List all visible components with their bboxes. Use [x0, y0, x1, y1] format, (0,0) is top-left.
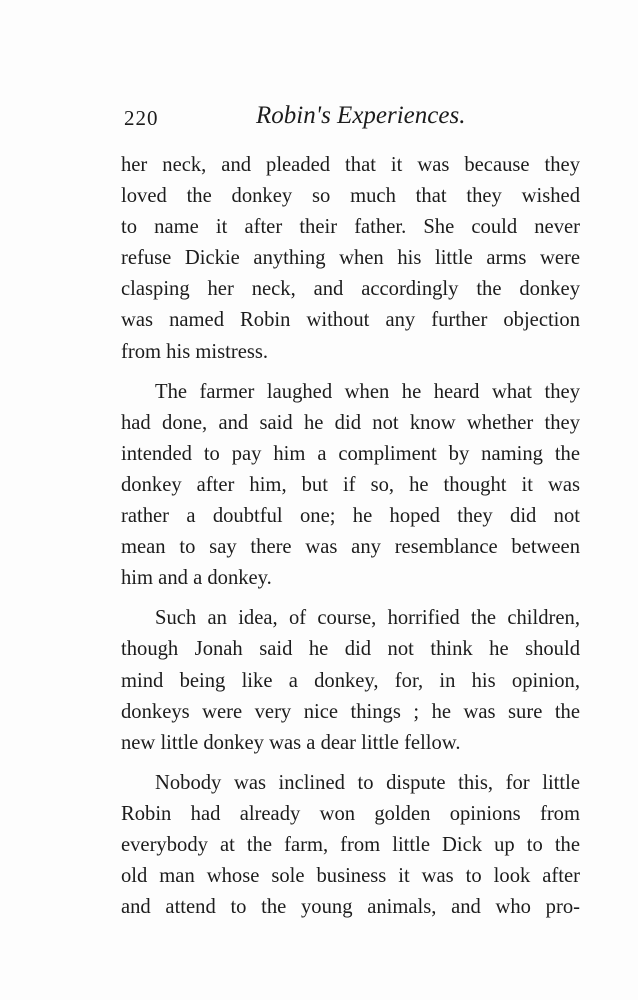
text-line: rather a doubtful one; he hoped they did not: [121, 505, 580, 528]
text-line: everybody at the farm, from little Dick up to the: [121, 833, 580, 856]
running-title: Robin's Experiences.: [256, 102, 466, 129]
text-line: him and a donkey.: [121, 567, 272, 590]
text-line: Robin had already won golden opinions from: [121, 802, 580, 825]
text-line: from his mistress.: [121, 340, 269, 363]
running-header: [122, 100, 582, 136]
paragraph-1: [121, 150, 580, 368]
text-line: refuse Dickie anything when his little arms were: [121, 247, 580, 270]
text-line: mind being like a donkey, for, in his opinion,: [121, 669, 580, 692]
text-line: had done, and said he did not know whether they: [121, 411, 580, 434]
text-line: donkeys were very nice things ; he was sure the: [121, 700, 580, 723]
text-line: Such an idea, of course, horrified the children,: [155, 607, 580, 630]
text-line: intended to pay him a compliment by naming the: [121, 442, 580, 465]
paragraph-2: [121, 377, 580, 595]
body-text: [121, 150, 580, 932]
text-line: The farmer laughed when he heard what they: [155, 380, 580, 403]
text-line: loved the donkey so much that they wished: [121, 185, 580, 208]
paragraph-3: [121, 603, 580, 758]
text-line: to name it after their father. She could never: [121, 216, 580, 239]
text-line: new little donkey was a dear little fellow.: [121, 731, 461, 754]
paragraph-4: [121, 768, 580, 923]
text-line: and attend to the young animals, and who pro-: [121, 896, 580, 919]
page-number: 220: [124, 106, 159, 130]
text-line: her neck, and pleaded that it was because they: [121, 154, 580, 176]
text-line: was named Robin without any further objection: [121, 309, 580, 332]
text-line: donkey after him, but if so, he thought it was: [121, 473, 580, 496]
text-line: old man whose sole business it was to look after: [121, 865, 580, 888]
text-line: Nobody was inclined to dispute this, for little: [155, 771, 580, 794]
text-line: clasping her neck, and accordingly the donkey: [121, 278, 580, 301]
text-line: though Jonah said he did not think he should: [121, 638, 580, 661]
text-line: mean to say there was any resemblance between: [121, 536, 580, 559]
